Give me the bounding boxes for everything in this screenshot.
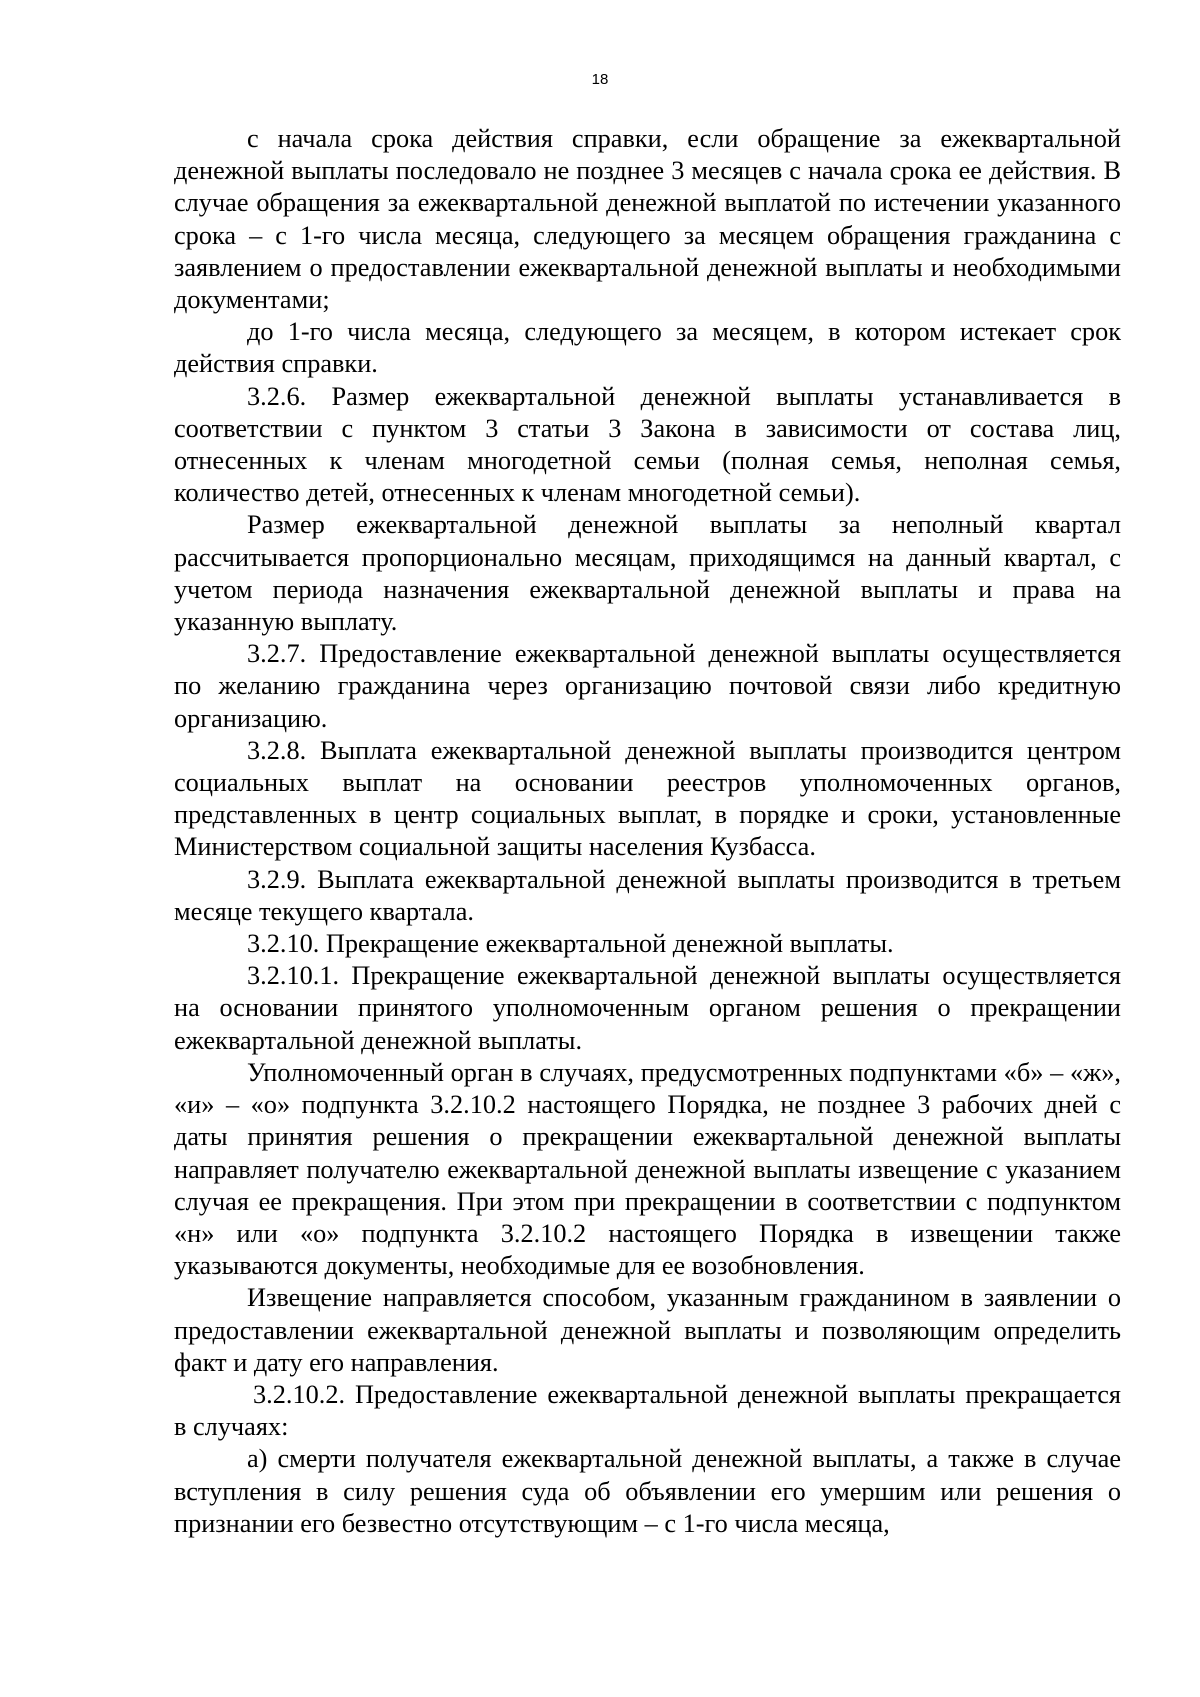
paragraph: 3.2.6. Размер ежеквартальной денежной выплаты устанавливается в соответствии с пунктом 3 статьи 3 Закона в зависимости от состава лиц, отнесенных к членам многодетной семьи (полная семья, неполная семья, количество детей, отнесенных к членам многодетной семьи). (174, 381, 1121, 508)
page-number: 18 (591, 71, 609, 88)
paragraph: 3.2.10. Прекращение ежеквартальной денежной выплаты. (247, 929, 894, 959)
paragraph: Извещение направляется способом, указанным гражданином в заявлении о предоставлении ежеквартальной денежной выплаты и позволяющим определить факт и дату его направления. (174, 1283, 1121, 1377)
paragraph: 3.2.9. Выплата ежеквартальной денежной выплаты производится в третьем месяце текущего квартала. (174, 864, 1121, 926)
paragraph: 3.2.10.2. Предоставление ежеквартальной денежной выплаты прекращается в случаях: (174, 1379, 1121, 1442)
paragraph: Размер ежеквартальной денежной выплаты за неполный квартал рассчитывается пропорционально месяцам, приходящимся на данный квартал, с учетом периода назначения ежеквартальной денежной выплаты и права на указанную выплату. (174, 510, 1121, 637)
paragraph: 3.2.10.1. Прекращение ежеквартальной денежной выплаты осуществляется на основании принятого уполномоченным органом решения о прекращении ежеквартальной денежной выплаты. (174, 961, 1121, 1055)
paragraph: с начала срока действия справки, если обращение за ежеквартальной денежной выплаты последовало не позднее 3 месяцев с начала срока ее действия. В случае обращения за ежеквартальной денежной выплатой по истечении указанного срока – с 1-го числа месяца, следующего за месяцем обращения гражданина с заявлением о предоставлении ежеквартальной денежной выплаты и необходимыми документами; (174, 124, 1121, 315)
paragraph: а) смерти получателя ежеквартальной денежной выплаты, а также в случае вступления в силу решения суда об объявлении его умершим или решения о признании его безвестно отсутствующим – с 1-го числа месяца, (174, 1444, 1121, 1538)
paragraph: Уполномоченный орган в случаях, предусмотренных подпунктами «б» – «ж», «и» – «о» подпункта 3.2.10.2 настоящего Порядка, не позднее 3 рабочих дней с даты принятия решения о прекращении ежеквартальной денежной выплаты направляет получателю ежеквартальной денежной выплаты извещение с указанием случая ее прекращения. При этом при прекращении в соответствии с подпунктом «н» или «о» подпункта 3.2.10.2 настоящего Порядка в извещении также указываются документы, необходимые для ее возобновления. (174, 1057, 1121, 1281)
paragraph: до 1-го числа месяца, следующего за месяцем, в котором истекает срок действия справки. (174, 317, 1121, 379)
paragraph: 3.2.8. Выплата ежеквартальной денежной выплаты производится центром социальных выплат на основании реестров уполномоченных органов, представленных в центр социальных выплат, в порядке и сроки, установленные Министерством социальной защиты населения Кузбасса. (174, 735, 1121, 862)
paragraph: 3.2.7. Предоставление ежеквартальной денежной выплаты осуществляется по желанию гражданина через организацию почтовой связи либо кредитную организацию. (174, 639, 1121, 733)
document-body (174, 123, 1121, 1540)
